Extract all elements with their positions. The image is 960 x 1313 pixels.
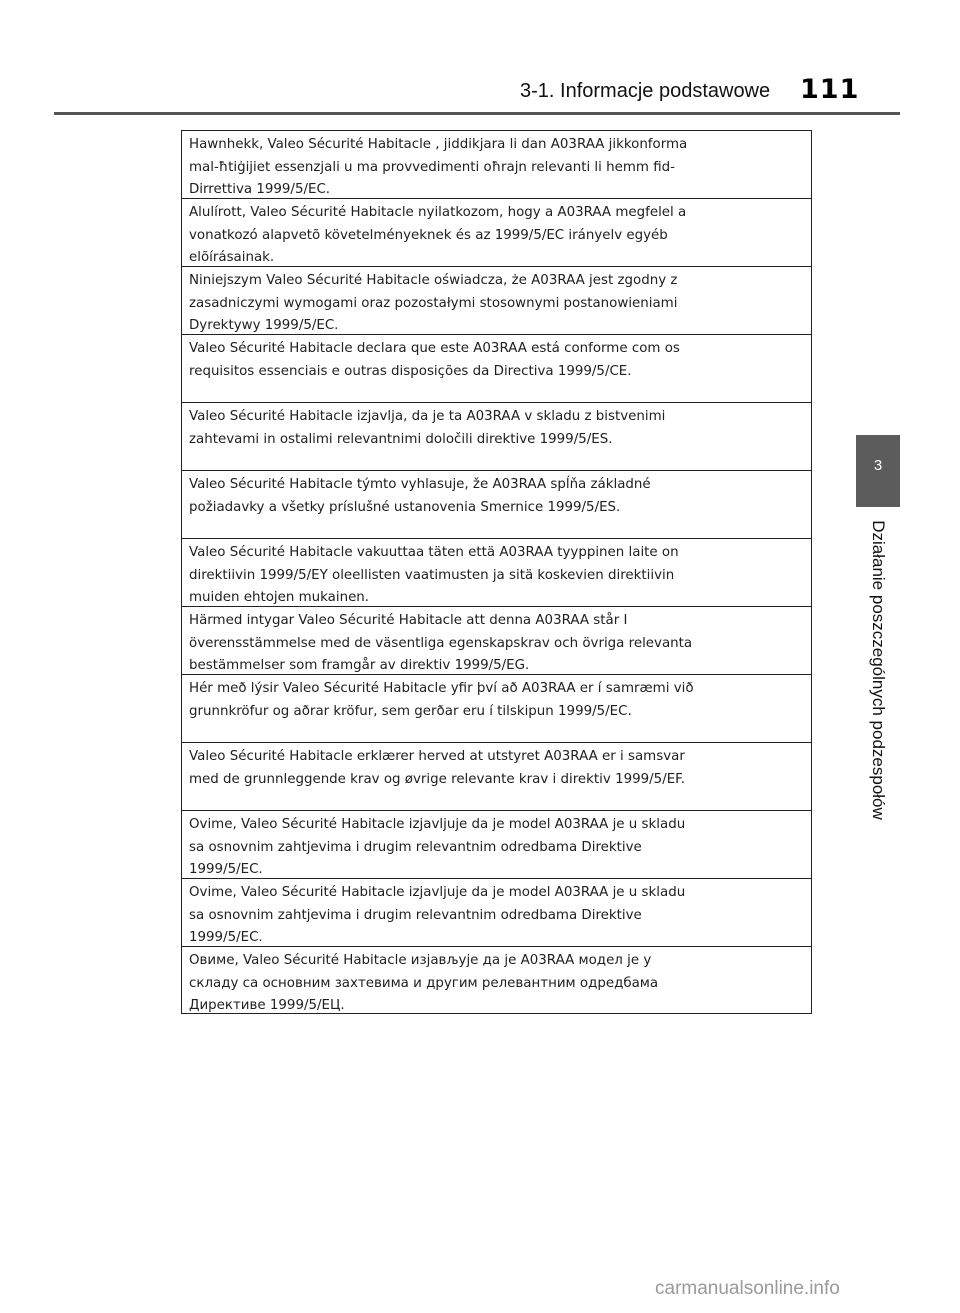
- declaration-text-line: zahtevami in ostalimi relevantnimi določili direktive 1999/5/ES.: [189, 431, 613, 447]
- declaration-row: [182, 879, 811, 947]
- declaration-text-line: bestämmelser som framgår av direktiv 1999/5/EG.: [189, 658, 530, 674]
- page-number: 111: [800, 74, 860, 105]
- declaration-text-line: Härmed intygar Valeo Sécurité Habitacle att denna A03RAA står I: [189, 613, 628, 628]
- declaration-row: [182, 947, 811, 1013]
- declaration-row: [182, 607, 811, 675]
- declaration-text-line: grunnkröfur og aðrar kröfur, sem gerðar eru í tilskipun 1999/5/EC.: [189, 703, 632, 719]
- section-title: 3-1. Informacje podstawowe: [520, 80, 771, 102]
- declaration-text-line: Dirrettiva 1999/5/EC.: [189, 182, 331, 198]
- declaration-text-line: складу са основним захтевима и другим релевантним одредбама: [189, 975, 659, 991]
- chapter-title: Działanie poszczególnych podzespołów: [869, 520, 888, 820]
- declaration-text-line: Ovime, Valeo Sécurité Habitacle izjavljuje da je model A03RAA je u skladu: [189, 817, 686, 832]
- declaration-text-line: Valeo Sécurité Habitacle izjavlja, da je ta A03RAA v skladu z bistvenimi: [189, 409, 666, 424]
- watermark: carmanualsonline.info: [655, 1278, 840, 1299]
- declarations-table: [181, 130, 812, 1014]
- declaration-row: [182, 199, 811, 267]
- chapter-number: 3: [873, 457, 883, 474]
- declaration-text-line: elõírásainak.: [189, 250, 275, 266]
- declaration-text-line: sa osnovnim zahtjevima i drugim relevantnim odredbama Direktive: [189, 907, 642, 923]
- declaration-text-line: Dyrektywy 1999/5/EC.: [189, 318, 339, 334]
- declaration-row: [182, 471, 811, 539]
- declaration-text-line: Alulírott, Valeo Sécurité Habitacle nyilatkozom, hogy a A03RAA megfelel a: [189, 205, 687, 220]
- declaration-text-line: Овиме, Valeo Sécurité Habitacle изјављује да је A03RAA модел је у: [189, 953, 652, 968]
- declaration-row: [182, 131, 811, 199]
- declaration-text-line: zasadniczymi wymogami oraz pozostałymi stosownymi postanowieniami: [189, 295, 678, 311]
- declaration-text-line: med de grunnleggende krav og øvrige relevante krav i direktiv 1999/5/EF.: [189, 771, 685, 787]
- declaration-text-line: requisitos essenciais e outras disposições da Directiva 1999/5/CE.: [189, 363, 632, 379]
- declaration-text-line: mal-ħtiġijiet essenzjali u ma provvedimenti oħrajn relevanti li hemm fid-: [189, 159, 675, 175]
- declaration-text-line: Valeo Sécurité Habitacle týmto vyhlasuje, že A03RAA spĺňa základné: [189, 477, 651, 492]
- declaration-text-line: Hér með lýsir Valeo Sécurité Habitacle yfir því að A03RAA er í samræmi við: [189, 681, 694, 696]
- declaration-text-line: direktiivin 1999/5/EY oleellisten vaatimusten ja sitä koskevien direktiivin: [189, 567, 675, 583]
- declaration-row: [182, 403, 811, 471]
- chapter-tab: [856, 435, 900, 507]
- declaration-text-line: överensstämmelse med de väsentliga egenskapskrav och övriga relevanta: [189, 635, 693, 651]
- declaration-text-line: 1999/5/EC.: [189, 930, 263, 946]
- declaration-row: [182, 539, 811, 607]
- declaration-text-line: Hawnhekk, Valeo Sécurité Habitacle , jiddikjara li dan A03RAA jikkonforma: [189, 137, 688, 152]
- declaration-row: [182, 335, 811, 403]
- declaration-text-line: požiadavky a všetky príslušné ustanovenia Smernice 1999/5/ES.: [189, 499, 621, 515]
- declaration-row: [182, 675, 811, 743]
- declaration-text-line: Ovime, Valeo Sécurité Habitacle izjavljuje da je model A03RAA je u skladu: [189, 885, 686, 900]
- declaration-text-line: Valeo Sécurité Habitacle vakuuttaa täten että A03RAA tyyppinen laite on: [189, 545, 679, 560]
- declaration-text-line: sa osnovnim zahtjevima i drugim relevantnim odredbama Direktive: [189, 839, 642, 855]
- declaration-text-line: Valeo Sécurité Habitacle erklærer herved at utstyret A03RAA er i samsvar: [189, 749, 685, 764]
- declaration-row: [182, 811, 811, 879]
- page-header: [0, 0, 960, 118]
- declaration-text-line: vonatkozó alapvetõ követelményeknek és az 1999/5/EC irányelv egyéb: [189, 227, 668, 243]
- declaration-row: [182, 267, 811, 335]
- declaration-text-line: 1999/5/EC.: [189, 862, 263, 878]
- declaration-text-line: Niniejszym Valeo Sécurité Habitacle oświadcza, że A03RAA jest zgodny z: [189, 273, 678, 288]
- declaration-text-line: Valeo Sécurité Habitacle declara que este A03RAA está conforme com os: [189, 341, 680, 356]
- declaration-row: [182, 743, 811, 811]
- header-divider: [54, 112, 900, 115]
- declaration-text-line: muiden ehtojen mukainen.: [189, 590, 370, 606]
- declaration-text-line: Директиве 1999/5/ЕЦ.: [189, 998, 345, 1013]
